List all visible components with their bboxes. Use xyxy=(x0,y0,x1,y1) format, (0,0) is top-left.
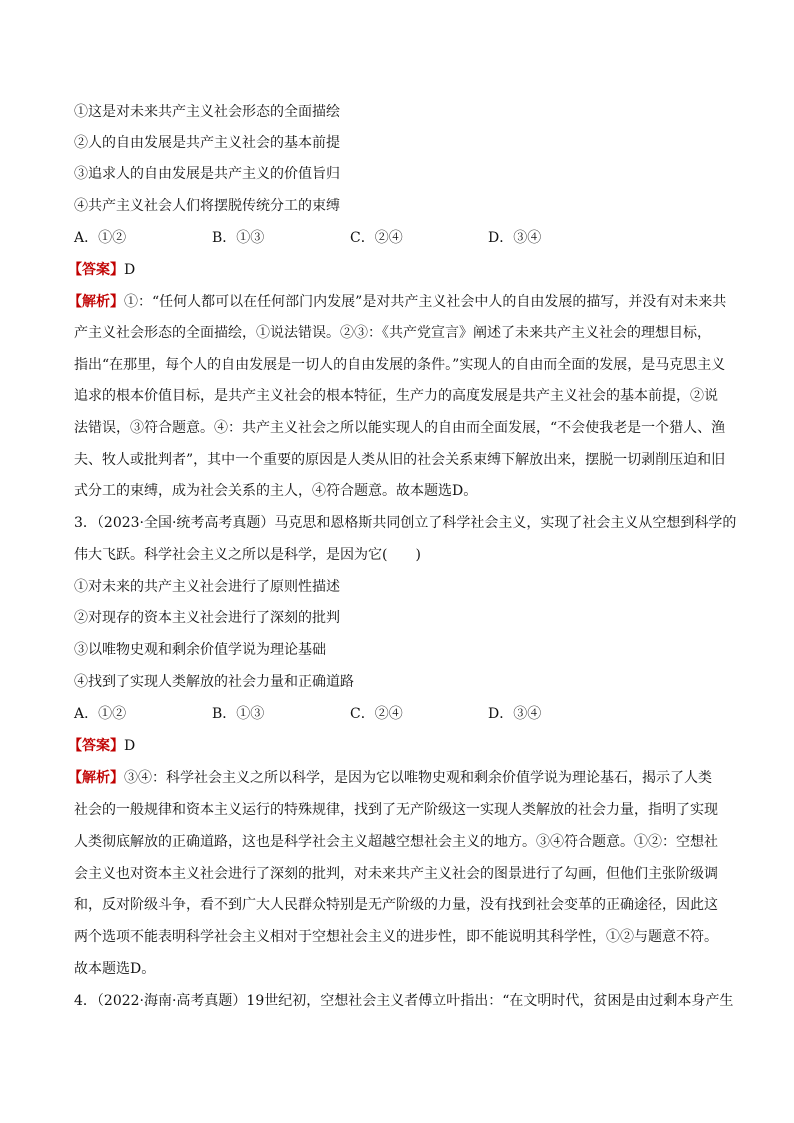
q2-choices xyxy=(74,228,724,248)
q2-option-4: ④共产主义社会人们将摆脱传统分工的束缚 xyxy=(74,198,340,214)
q3-answer-tag: 【答案】 xyxy=(68,738,124,754)
q3-analysis-line-2: 社会的一般规律和资本主义运行的特殊规律，找到了无产阶级这一实现人类解放的社会力量，指明了实现 xyxy=(74,802,718,818)
q2-analysis-line-4: 追求的根本价值目标，是共产主义社会的根本特征，生产力的高度发展是共产主义社会的基本前提，②说 xyxy=(74,388,718,404)
q2-answer-tag: 【答案】 xyxy=(68,262,124,278)
q3-analysis-tag: 【解析】 xyxy=(68,770,124,786)
q2-analysis-line-6: 夫、牧人或批判者”，其中一个重要的原因是人类从旧的社会关系束缚下解放出来，摆脱一切剥削压迫和旧 xyxy=(74,452,726,468)
q3-option-2: ②对现存的资本主义社会进行了深刻的批判 xyxy=(74,610,340,626)
q2-choice-d: D．③④ xyxy=(488,230,542,246)
q2-analysis-line-3: 指出“在那里，每个人的自由发展是一切人的自由发展的条件。”实现人的自由而全面的发展，是马克思主义 xyxy=(74,357,726,373)
q3-analysis-line-5: 和，反对阶级斗争，看不到广大人民群众特别是无产阶级的力量，没有找到社会变革的正确途径，因此这 xyxy=(74,897,718,913)
q3-choice-c: C．②④ xyxy=(350,706,403,722)
q2-answer-value: D xyxy=(124,262,136,278)
q3-option-4: ④找到了实现人类解放的社会力量和正确道路 xyxy=(74,674,354,690)
q3-answer-value: D xyxy=(124,738,136,754)
q2-choice-c: C．②④ xyxy=(350,230,403,246)
q2-option-3: ③追求人的自由发展是共产主义的价值旨归 xyxy=(74,166,340,182)
q2-choice-b: B．①③ xyxy=(212,230,265,246)
q3-option-3: ③以唯物史观和剩余价值学说为理论基础 xyxy=(74,642,326,658)
q2-option-2: ②人的自由发展是共产主义社会的基本前提 xyxy=(74,135,340,151)
q3-analysis-line-3: 人类彻底解放的正确道路，这也是科学社会主义超越空想社会主义的地方。③④符合题意。①②：空想社 xyxy=(74,834,718,850)
q2-choice-a: A．①② xyxy=(74,230,127,246)
q2-analysis-line-5: 法错误，③符合题意。④：共产主义社会之所以能实现人的自由而全面发展，“不会使我老是一个猎人、渔 xyxy=(74,420,726,436)
q4-stem-line-1: 4．（2022·海南·高考真题）19世纪初，空想社会主义者傅立叶指出：“在文明时代，贫困是由过剩本身产生 xyxy=(74,993,734,1009)
q3-choice-a: A．①② xyxy=(74,706,127,722)
q2-answer xyxy=(68,260,718,280)
q3-analysis-line-4: 会主义也对资本主义社会进行了深刻的批判，对未来共产主义社会的图景进行了勾画，但他们主张阶级调 xyxy=(74,866,718,882)
q2-analysis-line-1: 【解析】①：“任何人都可以在任何部门内发展”是对共产主义社会中人的自由发展的描写，并没有对未来共 xyxy=(68,294,727,310)
q2-option-1: ①这是对未来共产主义社会形态的全面描绘 xyxy=(74,104,340,120)
q2-analysis-line-2: 产主义社会形态的全面描绘，①说法错误。②③：《共产党宣言》阐述了未来共产主义社会的理想目标， xyxy=(74,325,711,341)
q3-answer xyxy=(68,736,718,756)
q3-option-1: ①对未来的共产主义社会进行了原则性描述 xyxy=(74,579,340,595)
q3-analysis-line-7: 故本题选D。 xyxy=(74,961,156,977)
q2-analysis-tag: 【解析】 xyxy=(68,294,124,310)
q3-stem-line-1: 3．（2023·全国·统考高考真题）马克思和恩格斯共同创立了科学社会主义，实现了社会主义从空想到科学的 xyxy=(74,515,737,531)
q3-stem-line-2: 伟大飞跃。科学社会主义之所以是科学，是因为它( ) xyxy=(74,547,421,563)
q3-analysis-line-1: 【解析】③④：科学社会主义之所以科学，是因为它以唯物史观和剩余价值学说为理论基石，揭示了人类 xyxy=(68,770,712,786)
q3-choice-b: B．①③ xyxy=(212,706,265,722)
q3-choices xyxy=(74,704,724,724)
q3-analysis-line-6: 两个选项不能表明科学社会主义相对于空想社会主义的进步性，即不能说明其科学性，①②与题意不符。 xyxy=(74,929,718,945)
q3-choice-d: D．③④ xyxy=(488,706,542,722)
q2-analysis-line-7: 式分工的束缚，成为社会关系的主人，④符合题意。故本题选D。 xyxy=(74,483,478,499)
